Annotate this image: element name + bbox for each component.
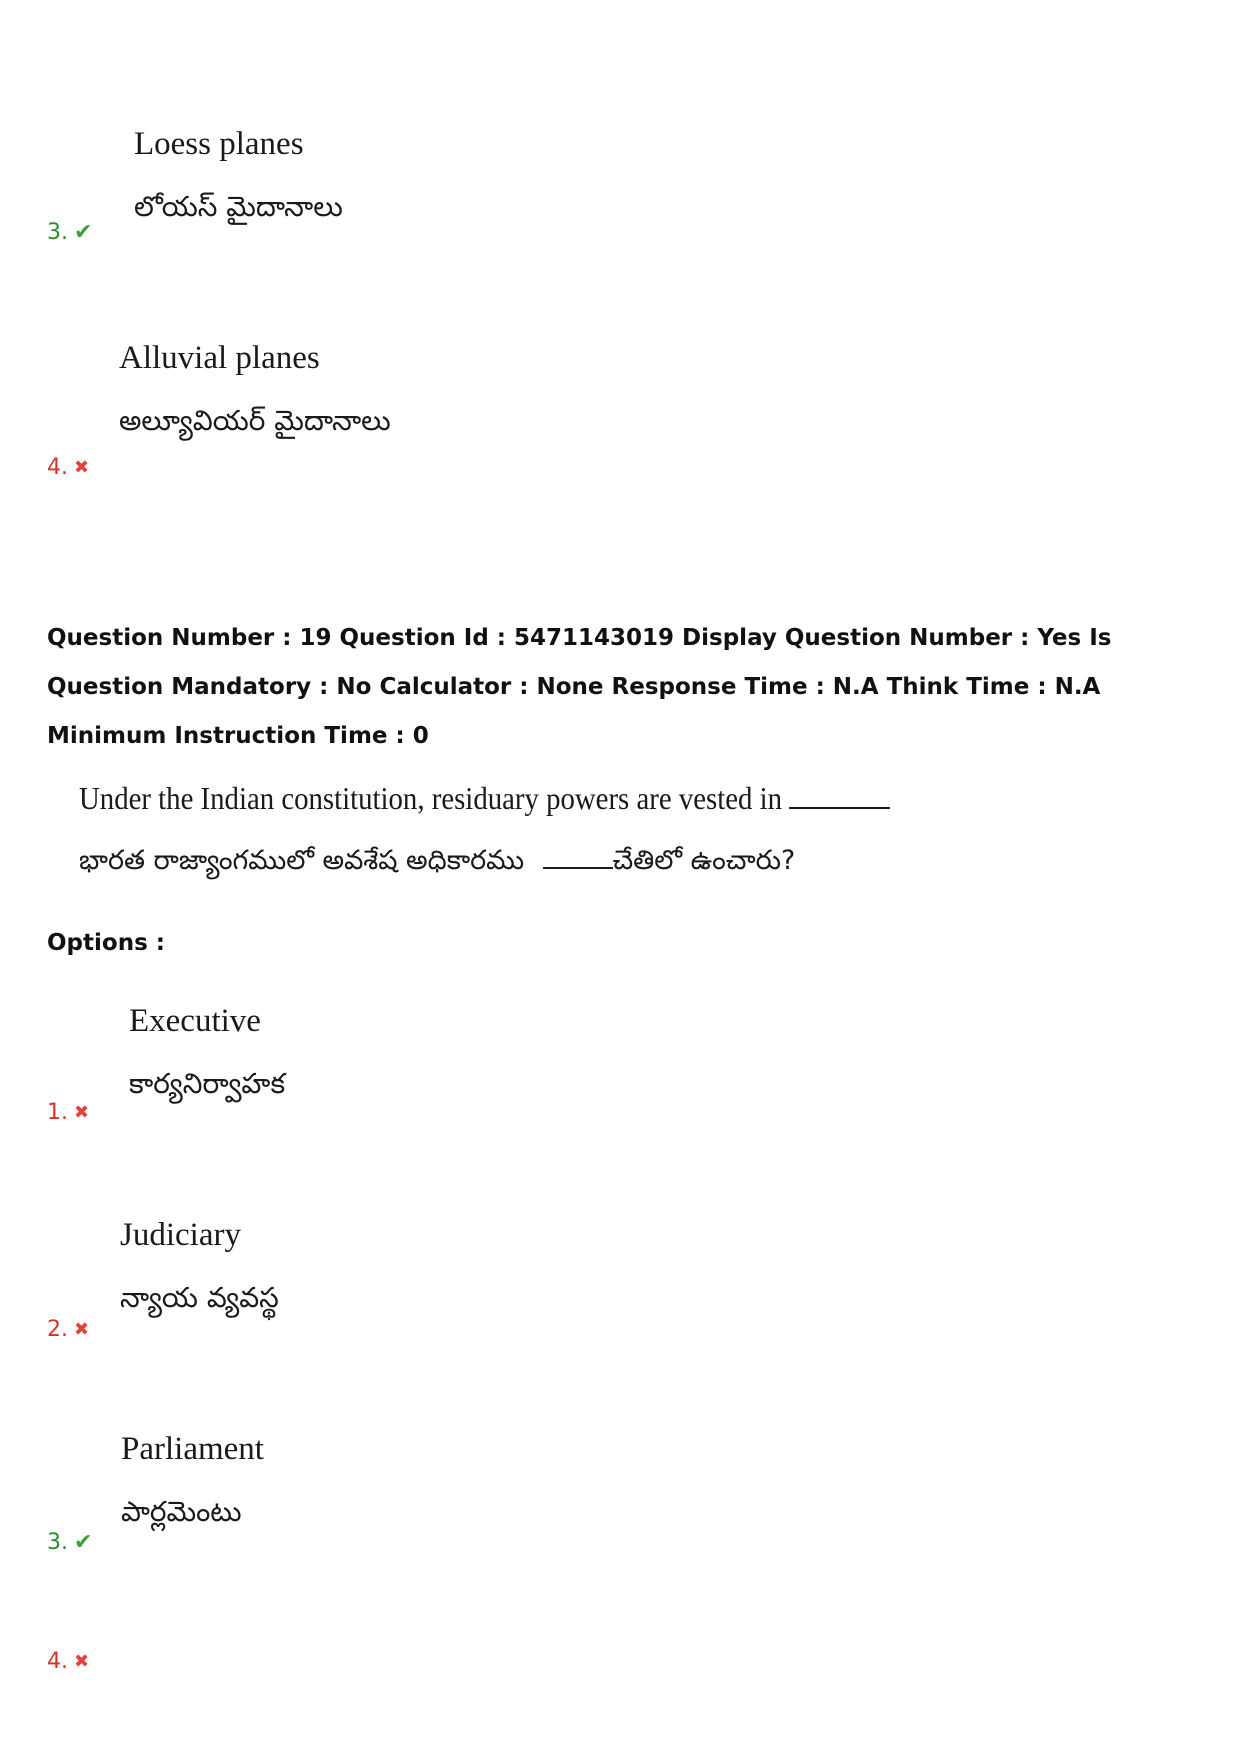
option-number-label: 3.: [47, 1530, 68, 1555]
question-metadata: Question Number : 19 Question Id : 5471143019 Display Question Number : Yes Is Question Mandatory : No Calculator : None Response Time : N.A Think Time : N.A Minimum Instruction Time : 0: [47, 625, 1112, 749]
cross-icon: ✖: [74, 1101, 90, 1123]
option-number: [47, 1649, 89, 1674]
option-number-label: 2.: [47, 1317, 68, 1342]
option-number: [47, 1317, 89, 1342]
question-telugu-suffix: చేతిలో ఉంచారు?: [612, 845, 796, 876]
option-number-label: 4.: [47, 455, 68, 480]
option-number: [47, 1530, 92, 1555]
check-icon: ✔: [74, 1529, 93, 1555]
option-english-text: Executive: [129, 1003, 261, 1039]
option-number: [47, 1100, 89, 1125]
answer-blank: [543, 867, 613, 869]
option-telugu-text: లోయస్ మైదానాలు: [134, 190, 343, 223]
question-telugu-prefix: భారత రాజ్యాంగములో అవశేష అధికారము: [79, 845, 525, 876]
option-number: [47, 455, 89, 480]
option-english-text: Parliament: [121, 1431, 264, 1467]
option-number: [47, 220, 92, 245]
option-telugu-text: కార్యనిర్వాహక: [129, 1067, 286, 1100]
question-english-body: Under the Indian constitution, residuary powers are vested in: [79, 780, 782, 816]
option-number-label: 3.: [47, 220, 68, 245]
option-telugu-text: అల్యూవియర్ మైదానాలు: [119, 404, 391, 437]
check-icon: ✔: [74, 219, 93, 245]
option-telugu-text: పార్లమెంటు: [121, 1495, 242, 1528]
options-label: Options :: [47, 930, 165, 956]
cross-icon: ✖: [74, 456, 90, 478]
question-english-text: [79, 780, 890, 817]
answer-blank: [789, 807, 890, 809]
cross-icon: ✖: [74, 1318, 90, 1340]
option-number-label: 4.: [47, 1649, 68, 1674]
option-telugu-text: న్యాయ వ్యవస్థ: [120, 1281, 279, 1314]
option-number-label: 1.: [47, 1100, 68, 1125]
question-telugu-text: [79, 845, 795, 883]
option-english-text: Judiciary: [120, 1217, 241, 1253]
option-english-text: Loess planes: [134, 126, 304, 162]
cross-icon: ✖: [74, 1650, 90, 1672]
option-english-text: Alluvial planes: [119, 340, 320, 376]
